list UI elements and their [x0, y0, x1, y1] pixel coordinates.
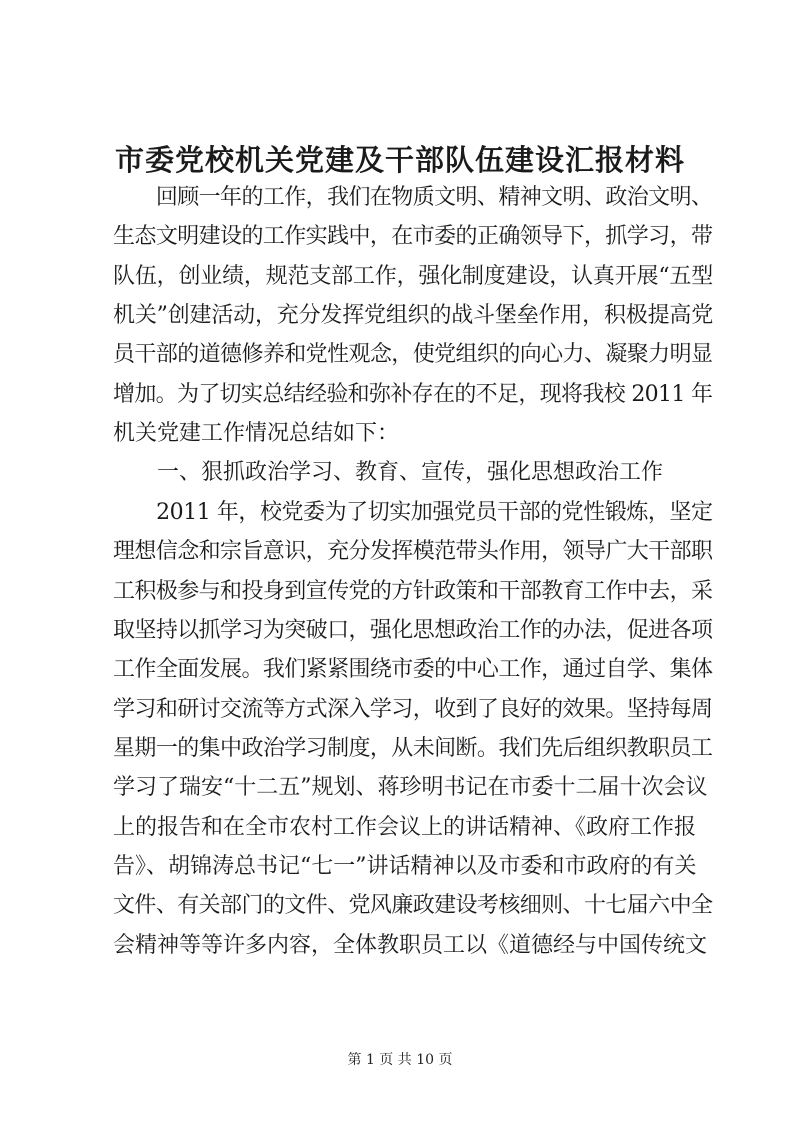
body-line: 理想信念和宗旨意识，充分发挥模范带头作用，领导广大干部职: [113, 539, 713, 565]
body-line: 学习了瑞安“十二五”规划、蒋珍明书记在市委十二届十次会议: [113, 775, 708, 801]
body-line: 会精神等等许多内容，全体教职员工以《道德经与中国传统文: [113, 932, 708, 958]
document-title: 市委党校机关党建及干部队伍建设汇报材料: [114, 143, 685, 177]
body-line: 机关”创建活动，充分发挥党组织的战斗堡垒作用，积极提高党: [113, 303, 714, 329]
body-line: 文件、有关部门的文件、党风廉政建设考核细则、十七届六中全: [113, 893, 713, 919]
body-line: 增加。为了切实总结经验和弥补存在的不足，现将我校 2011 年: [113, 381, 713, 407]
body-line: 学习和研讨交流等方式深入学习，收到了良好的效果。坚持每周: [113, 696, 713, 722]
body-line: 队伍，创业绩，规范支部工作，强化制度建设，认真开展“五型: [113, 263, 714, 289]
body-line: 告》、胡锦涛总书记“七一”讲话精神以及市委和市政府的有关: [113, 853, 697, 879]
body-line: 取坚持以抓学习为突破口，强化思想政治工作的办法，促进各项: [113, 617, 713, 643]
page-number: 第 1 页 共 10 页: [347, 1052, 453, 1068]
body-line: 生态文明建设的工作实践中，在市委的正确领导下，抓学习，带: [113, 224, 713, 250]
body-line: 星期一的集中政治学习制度，从未间断。我们先后组织教职员工: [113, 735, 713, 761]
body-line: 回顾一年的工作，我们在物质文明、精神文明、政治文明、: [113, 185, 713, 210]
body-line: 2011 年，校党委为了切实加强党员干部的党性锻炼，坚定: [113, 499, 713, 525]
body-line: 一、狠抓政治学习、教育、宣传，强化思想政治工作: [113, 460, 664, 486]
body-line: 机关党建工作情况总结如下：: [113, 421, 400, 447]
body-line: 工积极参与和投身到宣传党的方针政策和干部教育工作中去，采: [113, 578, 713, 604]
body-line: 员干部的道德修养和党性观念，使党组织的向心力、凝聚力明显: [113, 342, 713, 368]
body-line: 上的报告和在全市农村工作会议上的讲话精神、《政府工作报: [113, 814, 697, 840]
body-line: 工作全面发展。我们紧紧围绕市委的中心工作，通过自学、集体: [113, 657, 713, 683]
